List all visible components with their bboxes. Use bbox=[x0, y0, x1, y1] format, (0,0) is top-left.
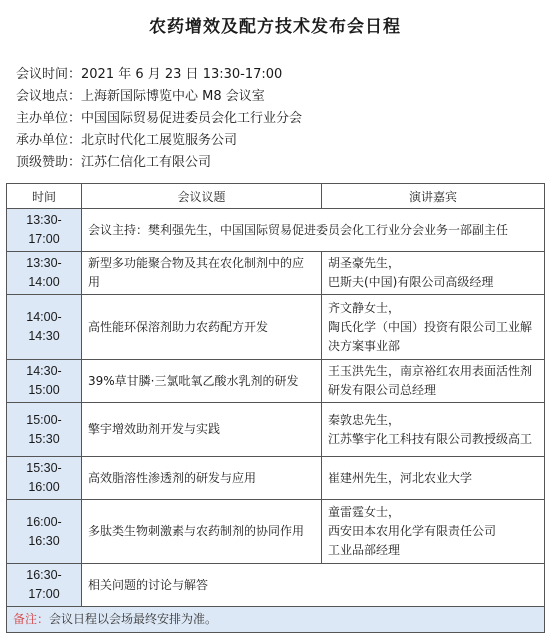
meeting-host: 主办单位：中国国际贸易促进委员会化工行业分会 bbox=[16, 111, 303, 126]
table-row bbox=[7, 500, 545, 564]
row-topic: 多肽类生物刺激素与农药制剂的协同作用 bbox=[82, 500, 322, 564]
table-row bbox=[7, 403, 545, 457]
row-topic: 新型多功能聚合物及其在农化制剂中的应用 bbox=[82, 252, 322, 295]
row-time: 13:30-14:00 bbox=[7, 252, 82, 295]
speaker-line: 研发有限公司总经理 bbox=[328, 383, 437, 397]
speaker-line: 工业品部经理 bbox=[328, 543, 401, 557]
table-row bbox=[7, 252, 545, 295]
row-topic: 相关问题的讨论与解答 bbox=[82, 564, 545, 607]
row-topic: 高性能环保溶剂助力农药配方开发 bbox=[82, 295, 322, 360]
row-speaker bbox=[322, 500, 545, 564]
row-time: 14:30-15:00 bbox=[7, 360, 82, 403]
row-topic: 会议主持：樊利强先生，中国国际贸易促进委员会化工行业分会业务一部副主任 bbox=[82, 209, 545, 252]
note-cell bbox=[7, 607, 545, 633]
header-topic: 会议议题 bbox=[82, 184, 322, 209]
speaker-line: 巴斯夫(中国)有限公司高级经理 bbox=[328, 275, 494, 289]
row-topic: 擎宇增效助剂开发与实践 bbox=[82, 403, 322, 457]
table-row bbox=[7, 457, 545, 500]
speaker-line: 胡圣豪先生， bbox=[328, 256, 401, 270]
speaker-line: 王玉洪先生，南京裕红农用表面活性剂 bbox=[328, 364, 533, 378]
row-speaker bbox=[322, 252, 545, 295]
speaker-line: 决方案事业部 bbox=[328, 338, 401, 353]
schedule-table bbox=[6, 183, 545, 633]
speaker-line: 崔建州先生，河北农业大学 bbox=[328, 470, 473, 485]
table-header-row bbox=[7, 184, 545, 209]
header-speaker: 演讲嘉宾 bbox=[322, 184, 545, 209]
table-row bbox=[7, 360, 545, 403]
header-time: 时间 bbox=[7, 184, 82, 209]
note-text: 会议日程以会场最终安排为准。 bbox=[49, 612, 218, 626]
row-time: 14:00-14:30 bbox=[7, 295, 82, 360]
meeting-sponsor: 顶级赞助：江苏仁信化工有限公司 bbox=[16, 155, 212, 170]
meeting-info bbox=[16, 64, 302, 174]
row-topic: 39%草甘膦·三氯吡氧乙酸水乳剂的研发 bbox=[82, 360, 322, 403]
speaker-line: 秦敦忠先生， bbox=[328, 412, 401, 427]
table-row bbox=[7, 209, 545, 252]
note-row bbox=[7, 607, 545, 633]
speaker-line: 江苏擎宇化工科技有限公司教授级高工 bbox=[328, 431, 533, 446]
row-speaker bbox=[322, 360, 545, 403]
row-time: 13:30-17:00 bbox=[7, 209, 82, 252]
speaker-line: 齐文静女士， bbox=[328, 300, 401, 315]
meeting-organizer: 承办单位：北京时代化工展览服务公司 bbox=[16, 133, 238, 148]
row-time: 15:30-16:00 bbox=[7, 457, 82, 500]
table-row bbox=[7, 564, 545, 607]
table-row bbox=[7, 295, 545, 360]
note-label: 备注： bbox=[13, 612, 50, 626]
row-time: 16:30-17:00 bbox=[7, 564, 82, 607]
row-time: 16:00-16:30 bbox=[7, 500, 82, 564]
speaker-line: 西安田本农用化学有限责任公司 bbox=[328, 524, 497, 538]
page-title: 农药增效及配方技术发布会日程 bbox=[149, 17, 401, 37]
row-time: 15:00-15:30 bbox=[7, 403, 82, 457]
meeting-venue: 会议地点：上海新国际博览中心 M8 会议室 bbox=[16, 89, 265, 104]
row-topic: 高效脂溶性渗透剂的研发与应用 bbox=[82, 457, 322, 500]
meeting-time: 会议时间：2021 年 6 月 23 日 13:30-17:00 bbox=[16, 67, 283, 82]
row-speaker bbox=[322, 403, 545, 457]
speaker-line: 陶氏化学（中国）投资有限公司工业解 bbox=[328, 319, 533, 334]
speaker-line: 童雷霆女士， bbox=[328, 505, 401, 519]
row-speaker bbox=[322, 295, 545, 360]
row-speaker bbox=[322, 457, 545, 500]
